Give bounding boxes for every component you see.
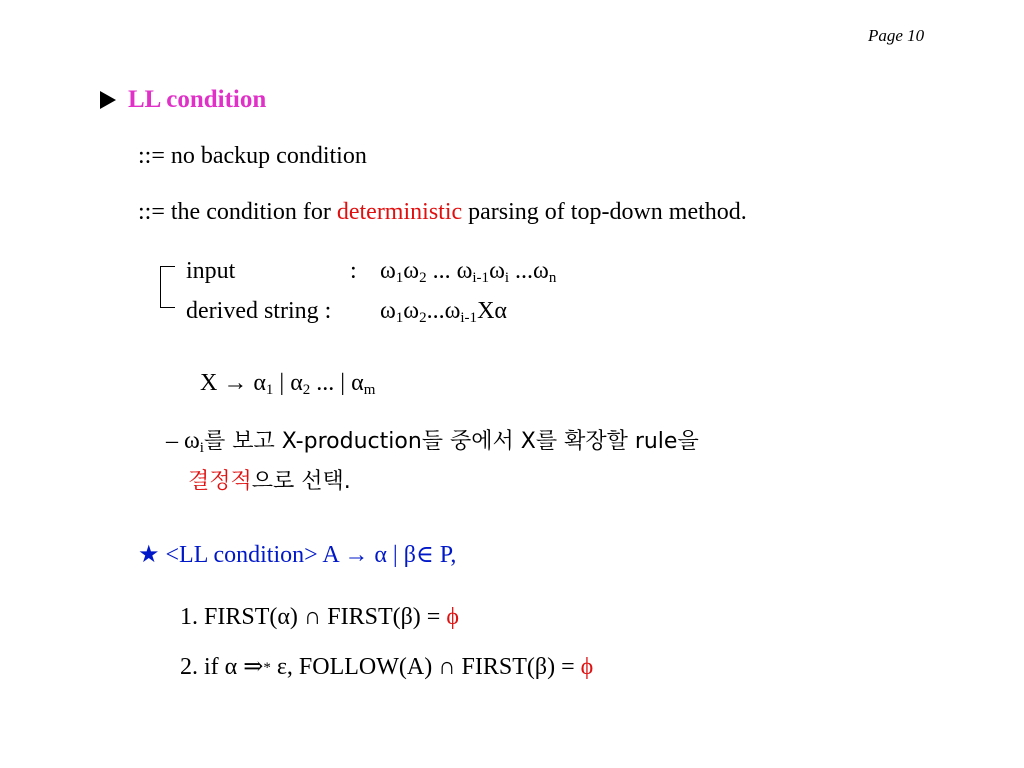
explanation-dash: – ω bbox=[166, 428, 200, 454]
production-part: | α bbox=[273, 370, 303, 396]
derived-value-part: ...ω bbox=[426, 298, 461, 324]
input-value-part: ...ω bbox=[509, 258, 549, 284]
production-sub: 1 bbox=[265, 382, 274, 398]
derived-value-part: ω bbox=[380, 298, 396, 324]
explanation-text: 를 보고 X-production들 중에서 X를 확장할 rule을 bbox=[203, 429, 699, 454]
bracket-icon bbox=[160, 266, 175, 308]
input-value bbox=[380, 256, 556, 286]
ll-condition-text: <LL condition> A → α | β∈ P, bbox=[159, 542, 457, 568]
derived-value-sub: i-1 bbox=[460, 310, 478, 326]
ll-condition-definition bbox=[138, 540, 456, 570]
explanation-rest: 으로 선택. bbox=[251, 469, 351, 494]
input-colon: : bbox=[350, 258, 357, 284]
condition-2-post: ε, FOLLOW(A) ∩ FIRST(β) = bbox=[270, 654, 581, 680]
production-sub: m bbox=[363, 382, 376, 398]
definition-2-suffix: parsing of top-down method. bbox=[462, 199, 747, 225]
input-value-part: ω bbox=[489, 258, 505, 284]
definition-2-prefix: ::= the condition for bbox=[138, 199, 337, 225]
production-part: X → α bbox=[200, 370, 266, 396]
input-label: input bbox=[186, 258, 236, 284]
input-value-sub: 2 bbox=[419, 270, 427, 286]
production-rule bbox=[200, 368, 375, 398]
definition-1: ::= no backup condition bbox=[138, 143, 367, 169]
definition-2 bbox=[138, 197, 747, 227]
condition-2-phi: ϕ bbox=[580, 654, 594, 680]
explanation-line-2 bbox=[188, 466, 351, 497]
condition-2 bbox=[180, 652, 593, 683]
production-part: ... | α bbox=[310, 370, 364, 396]
definition-2-highlight: deterministic bbox=[336, 199, 463, 225]
triangle-bullet-icon bbox=[100, 91, 116, 109]
input-value-part: ω bbox=[380, 258, 396, 284]
input-value-part: ω bbox=[403, 258, 420, 284]
star-icon: ★ bbox=[138, 542, 160, 568]
derived-value-sub: 2 bbox=[419, 310, 427, 326]
explanation-highlight: 결정적 bbox=[188, 469, 252, 494]
condition-2-star: * bbox=[263, 660, 271, 676]
production-sub: 2 bbox=[302, 382, 311, 398]
input-value-part: ... ω bbox=[426, 258, 473, 284]
input-value-sub: i-1 bbox=[472, 270, 490, 286]
derived-value bbox=[380, 296, 507, 326]
explanation-line-1 bbox=[166, 426, 699, 457]
condition-1-phi: ϕ bbox=[446, 604, 459, 630]
heading bbox=[100, 86, 266, 114]
input-value-sub: 1 bbox=[395, 270, 404, 286]
derived-value-part: Xα bbox=[477, 298, 507, 324]
derived-label: derived string : bbox=[186, 298, 332, 324]
condition-1-text: 1. FIRST(α) ∩ FIRST(β) = bbox=[180, 604, 447, 630]
derived-value-sub: 1 bbox=[395, 310, 404, 326]
derived-value-part: ω bbox=[403, 298, 420, 324]
heading-text: LL condition bbox=[128, 86, 267, 113]
explanation-sub: i bbox=[199, 440, 204, 456]
input-value-sub: i bbox=[504, 270, 510, 286]
condition-1 bbox=[180, 602, 459, 632]
input-value-sub: n bbox=[548, 270, 557, 286]
page-number: Page 10 bbox=[868, 26, 925, 45]
condition-2-pre: 2. if α ⇒ bbox=[180, 654, 264, 680]
